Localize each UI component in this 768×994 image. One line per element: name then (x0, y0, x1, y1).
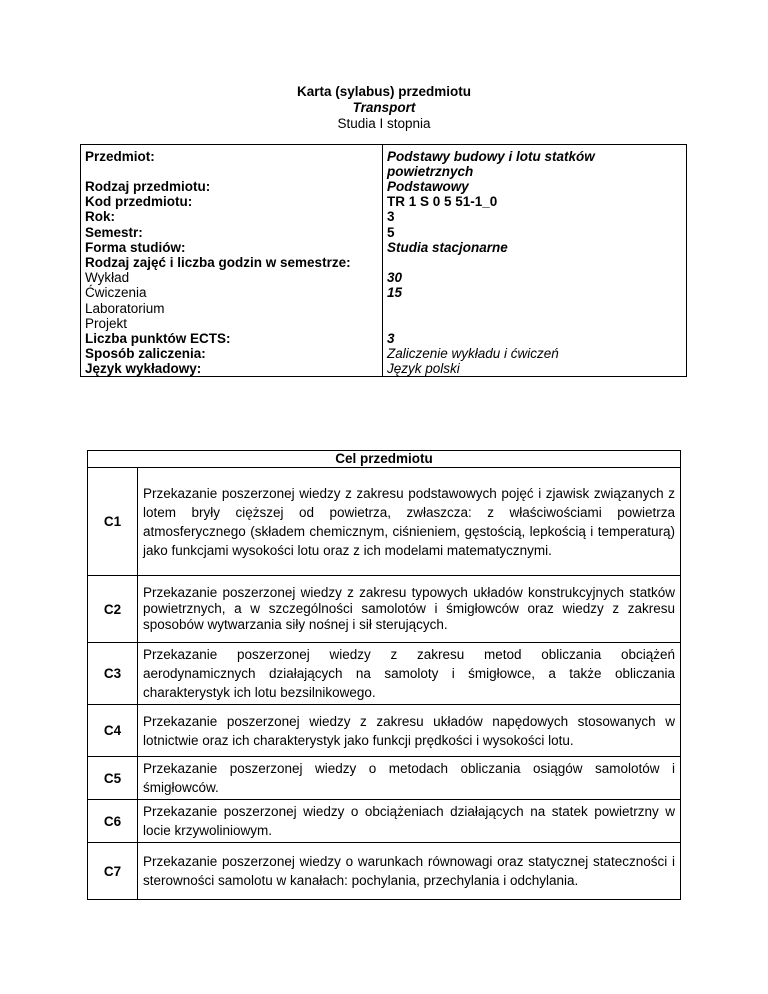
info-value: 30 (383, 270, 687, 285)
course-info-table (80, 144, 687, 377)
goal-text: Przekazanie poszerzonej wiedzy z zakresu metod obliczania obciążeń aerodynamicznych działających na samoloty i śmigłowce, a także obliczania charakterystyk ich lotu bezsilnikowego. (138, 643, 681, 705)
goal-text: Przekazanie poszerzonej wiedzy o metodach obliczania osiągów samolotów i śmigłowców. (138, 757, 681, 800)
goal-text: Przekazanie poszerzonej wiedzy o obciążeniach działających na statek powietrzny w locie krzywoliniowym. (138, 800, 681, 843)
info-row (81, 316, 687, 331)
subject-name: Transport (352, 100, 416, 115)
info-row (81, 270, 687, 285)
goal-row (88, 468, 681, 576)
goal-text: Przekazanie poszerzonej wiedzy z zakresu podstawowych pojęć i zjawisk związanych z lotem bryły cięższej od powietrza, zwłaszcza: z właściwościami powietrza atmosferycznego (składem chemicznym, ciśnieniem, gęstością, lepkością i temperaturą) jako funkcjami wysokości lotu oraz z ich modelami matematycznymi. (138, 468, 681, 576)
info-value: Zaliczenie wykładu i ćwiczeń (383, 346, 687, 361)
info-row (81, 361, 687, 377)
goal-code: C3 (88, 643, 138, 705)
goal-code: C1 (88, 468, 138, 576)
info-row (81, 145, 687, 180)
info-row (81, 209, 687, 224)
goal-text: Przekazanie poszerzonej wiedzy z zakresu typowych układów konstrukcyjnych statków powietrznych, a w szczególności samolotów i śmigłowców oraz wiedzy z zakresu sposobów wytwarzania siły nośnej i sił sterujących. (138, 576, 681, 643)
goal-row (88, 800, 681, 843)
goal-code: C6 (88, 800, 138, 843)
course-goals-table (87, 450, 681, 900)
info-value: 3 (383, 209, 687, 224)
info-row (81, 194, 687, 209)
info-row (81, 331, 687, 346)
info-value: TR 1 S 0 5 51-1_0 (383, 194, 687, 209)
info-label: Laboratorium (81, 301, 383, 316)
info-value: Język polski (383, 361, 687, 377)
info-value: 5 (383, 225, 687, 240)
goal-row (88, 843, 681, 900)
goal-code: C7 (88, 843, 138, 900)
info-value: Podstawy budowy i lotu statków powietrznych (383, 145, 687, 180)
goals-title: Cel przedmiotu (88, 451, 681, 468)
info-value: Studia stacjonarne (383, 240, 687, 255)
info-value (383, 255, 687, 270)
goal-row (88, 757, 681, 800)
info-label: Wykład (81, 270, 383, 285)
goal-row (88, 576, 681, 643)
goals-title-row (88, 451, 681, 468)
info-label: Semestr: (81, 225, 383, 240)
study-level: Studia I stopnia (337, 116, 431, 131)
info-row (81, 225, 687, 240)
info-label: Kod przedmiotu: (81, 194, 383, 209)
info-label: Rodzaj zajęć i liczba godzin w semestrze: (81, 255, 383, 270)
goal-text: Przekazanie poszerzonej wiedzy z zakresu układów napędowych stosowanych w lotnictwie oraz ich charakterystyk jako funkcji prędkości i wysokości lotu. (138, 705, 681, 757)
info-label: Język wykładowy: (81, 361, 383, 377)
info-label: Ćwiczenia (81, 285, 383, 300)
info-label: Przedmiot: (81, 145, 383, 180)
goal-code: C5 (88, 757, 138, 800)
info-label: Rodzaj przedmiotu: (81, 179, 383, 194)
info-row (81, 346, 687, 361)
info-row (81, 240, 687, 255)
goal-row (88, 643, 681, 705)
goal-code: C4 (88, 705, 138, 757)
info-label: Forma studiów: (81, 240, 383, 255)
goal-row (88, 705, 681, 757)
info-value: 3 (383, 331, 687, 346)
info-row (81, 179, 687, 194)
info-row (81, 285, 687, 300)
info-value: Podstawowy (383, 179, 687, 194)
info-value: 15 (383, 285, 687, 300)
goal-code: C2 (88, 576, 138, 643)
goal-text: Przekazanie poszerzonej wiedzy o warunkach równowagi oraz statycznej stateczności i sterowności samolotu w kanałach: pochylania, przechylania i odchylania. (138, 843, 681, 900)
info-label: Projekt (81, 316, 383, 331)
info-value (383, 316, 687, 331)
info-value (383, 301, 687, 316)
info-label: Liczba punktów ECTS: (81, 331, 383, 346)
syllabus-title: Karta (sylabus) przedmiotu (296, 84, 472, 99)
info-label: Sposób zaliczenia: (81, 346, 383, 361)
info-label: Rok: (81, 209, 383, 224)
info-row (81, 255, 687, 270)
info-row (81, 301, 687, 316)
